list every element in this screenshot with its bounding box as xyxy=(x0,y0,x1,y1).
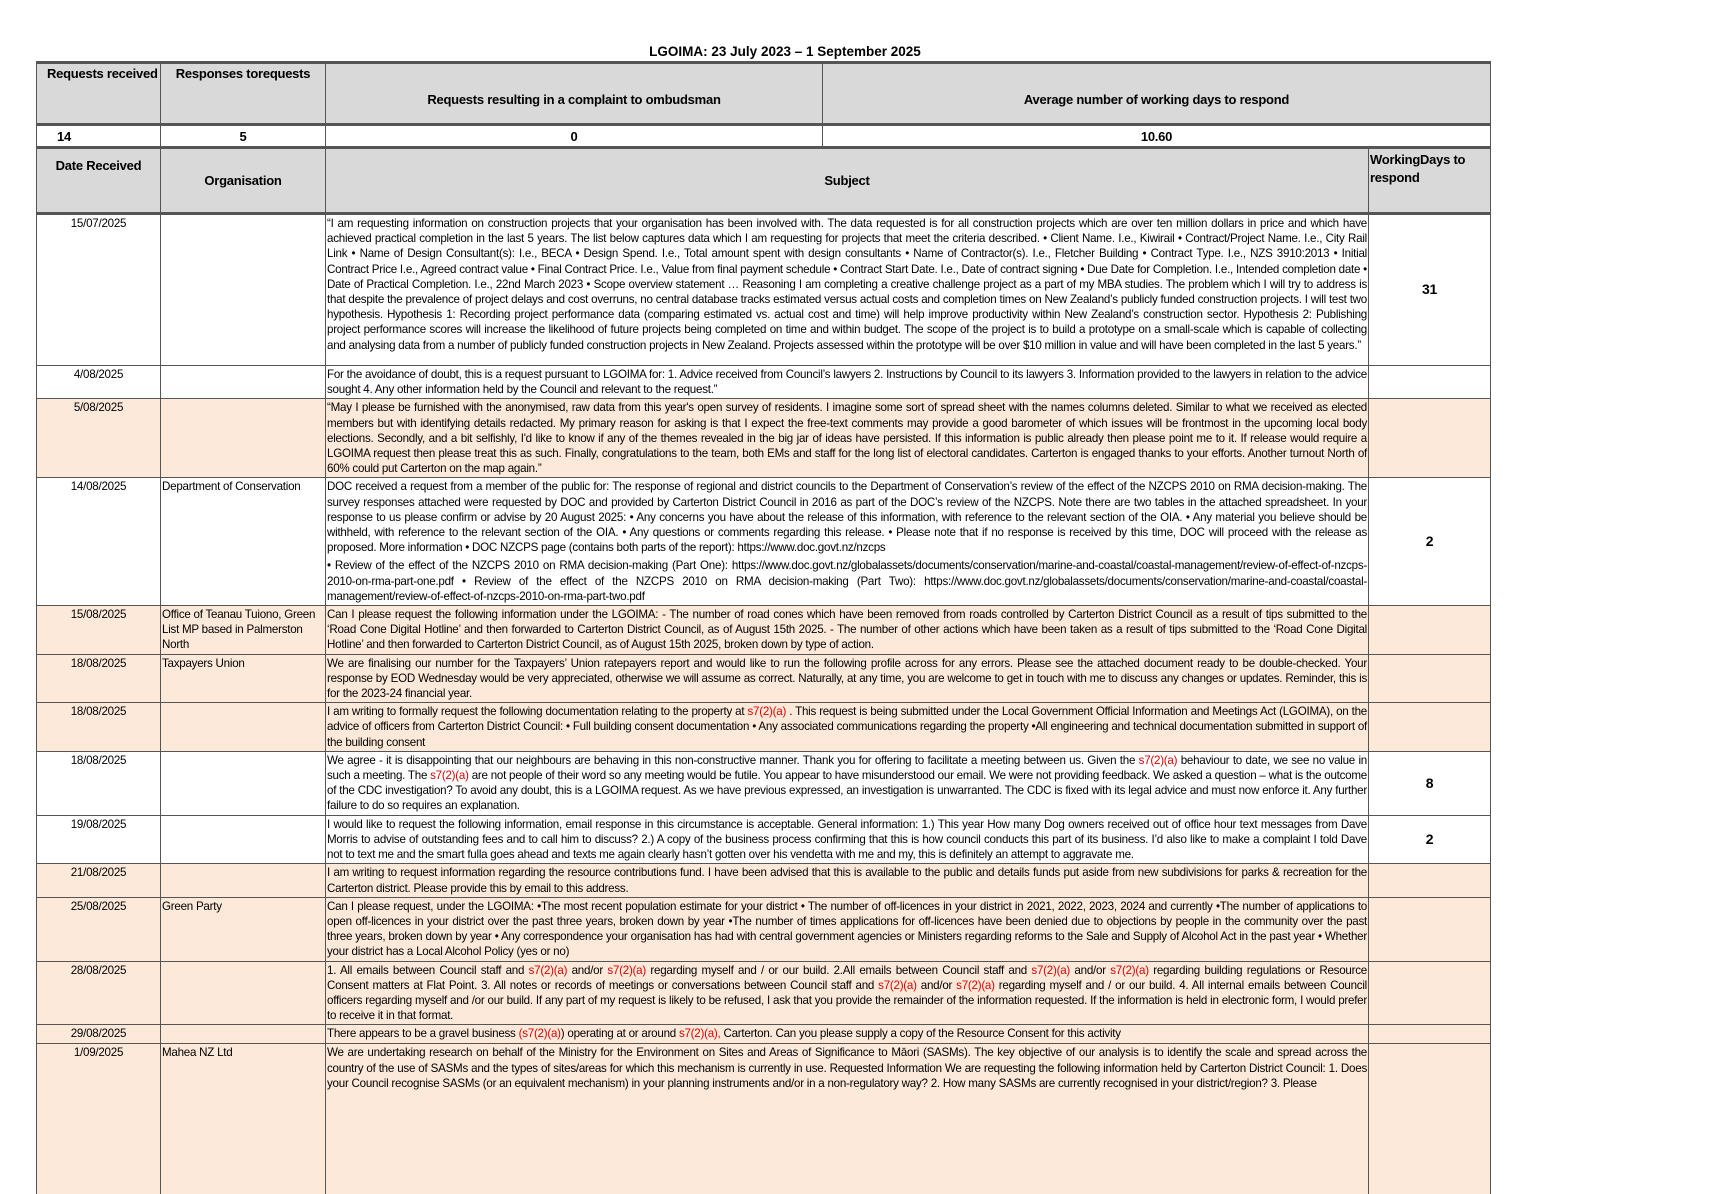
table-row xyxy=(37,478,1491,606)
date-received-cell: 18/08/2025 xyxy=(37,751,161,815)
subject-text: I am writing to request information regarding the resource contributions fund. I have been advised that this is available to the public and details funds put aside from new subdivisions for parks & recreation for the Carterton district. Please provide this by email to this address. xyxy=(327,866,1367,895)
subject-text: Can I please request the following information under the LGOIMA: - The number of road cones which have been removed from roads controlled by Carterton District Council as a result of tips submitted to the ‘Road Cone Digital Hotline’ and then forwarded to Carterton District Council, as of August 15th 2025. - The number of other actions which have been taken as a result of tips submitted to the ‘Road Cone Digital Hotline’ and then forwarded to Carterton District Council, as of August 15th 2025, broken down by type of action. xyxy=(327,608,1367,652)
subject-text: Carterton. Can you please supply a copy of the Resource Consent for this activity xyxy=(720,1027,1121,1041)
working-days-cell xyxy=(1369,1025,1491,1044)
subject-cell xyxy=(326,815,1369,864)
organisation-cell: Mahea NZ Ltd xyxy=(161,1044,326,1194)
redaction-marker: s7(2)(a) xyxy=(956,978,995,992)
subject-text: regarding building regulations or Resource Consent matters at Flat Point. 3. All notes or records of meetings or conversations between Council staff and xyxy=(327,963,1367,992)
redaction-marker: s7(2)(a) xyxy=(1031,963,1071,977)
subject-cell xyxy=(326,864,1369,897)
date-received-cell: 18/08/2025 xyxy=(37,654,161,703)
value-responses: 5 xyxy=(161,125,326,149)
subject-text: . This request is being submitted under the Local Government Official Information and Meetings Act (LGOIMA), on the advice of officers from Carterton District Council: • Full building consent documentation • Any associated communications regarding the property •All engineering and technical documentation submitted in support of the building consent xyxy=(327,705,1367,749)
working-days-cell xyxy=(1369,961,1491,1025)
subject-text: and/or xyxy=(1070,963,1111,977)
working-days-cell xyxy=(1369,366,1491,399)
header-organisation: Organisation xyxy=(161,148,326,214)
subject-text: There appears to be a gravel business xyxy=(327,1027,519,1041)
table-row xyxy=(37,961,1491,1025)
subject-text: I am writing to formally request the following documentation relating to the property at xyxy=(327,705,748,719)
date-received-cell: 21/08/2025 xyxy=(37,864,161,897)
summary-values-row xyxy=(37,125,1491,149)
working-days-cell xyxy=(1369,1044,1491,1194)
subject-text: We are undertaking research on behalf of the Ministry for the Environment on Sites and Areas of Significance to Māori (SASMs). The key objective of our analysis is to identify the scale and spread across the country of the use of SASMs and the types of sites/areas for which this mechanism is currently in use. Requested Information We are requesting the following information held by Carterton District Council: 1. Does your Council recognise SASMs (or an equivalent mechanism) in your planning instruments and/or in a non-regulatory way? 2. How many SASMs are currently recognised in your district/region? 3. Please xyxy=(327,1046,1367,1090)
subject-text: behaviour to date, we see no value in such a meeting. The xyxy=(327,753,1367,783)
subject-cell xyxy=(326,1025,1369,1044)
working-days-cell: 2 xyxy=(1369,815,1491,864)
redaction-marker: s7(2)(a) xyxy=(607,963,646,977)
redaction-marker: s7(2)(a), xyxy=(678,1027,721,1041)
redaction-marker: s7(2)(a) xyxy=(1110,963,1149,977)
subject-cell xyxy=(326,961,1369,1025)
organisation-cell xyxy=(161,399,326,478)
working-days-cell: 2 xyxy=(1369,478,1491,606)
requests-header-row xyxy=(37,148,1491,214)
value-requests-received: 14 xyxy=(37,125,161,149)
subject-text: “I am requesting information on construction projects that your organisation has been involved with. The data requested is for all construction projects which are over ten million dollars in price and which have achieved practical completion in the last 5 years. The list below captures data which I am requesting for projects that meet the criteria described. • Client Name. I.e., Kiwirail • Contract/Project Name. I.e., City Rail Link • Name of Design Consultant(s): I.e., BECA • Design Spend. I.e., Total amount spent with design consultants • Name of Contractor(s). I.e., Fletcher Building • Contract Type. I.e., NZS 3910:2013 • Initial Contract Price I.e., Agreed contract value • Final Contract Price. I.e., Value from final payment schedule • Contract Start Date. I.e., Date of contract signing • Due Date for Completion. I.e., Intended completion date • Date of Practical Completion. I.e., 22nd March 2023 • Scope overview statement … Reasoning I am completing a creative challenge project as a part of my MBA studies. The problem which I will try to address is that despite the prevalence of project delays and cost overruns, no central database tracks estimated versus actual costs and completion times on New Zealand’s publicly funded construction projects. I will test two hypothesis. Hypothesis 1: Recording project performance data (comparing estimated vs. actual cost and time) will help improve productivity within New Zealand’s construction sector. Hypothesis 2: Publishing project performance scores will increase the likelihood of future projects being completed on time and within budget. The scope of the project is to build a prototype on a small-scale which is capable of collecting and analysing data from a number of publicly funded construction projects in New Zealand. Projects assessed within the prototype will be over $10 million in value and will have been completed in the last 5 years.” xyxy=(327,217,1367,352)
subject-text: and/or xyxy=(916,978,957,992)
summary-table xyxy=(36,61,1491,149)
header-working-days: WorkingDays to respond xyxy=(1369,148,1491,214)
subject-text: Can I please request, under the LGOIMA: •The most recent population estimate for your district • The number of off-licences in your district in 2021, 2022, 2023, 2024 and currently •The number of applications to open off-licences in your district over the past three years, broken down by year •The number of times applications for off-licences have been denied due to objections by people in the community over the past three years, broken down by year • Any correspondence your organisation has had with central government agencies or Ministers regarding reforms to the Sale and Supply of Alcohol Act in the past year • Whether your district has a Local Alcohol Policy (yes or no) xyxy=(327,899,1367,959)
redaction-marker: s7(2)(a) xyxy=(528,963,568,977)
table-row xyxy=(37,214,1491,366)
table-row xyxy=(37,864,1491,897)
value-complaints: 0 xyxy=(326,125,823,149)
organisation-cell xyxy=(161,864,326,897)
subject-cell xyxy=(326,366,1369,399)
requests-table xyxy=(36,146,1491,1194)
value-average-days: 10.60 xyxy=(823,125,1491,149)
header-subject: Subject xyxy=(326,148,1369,214)
date-received-cell: 25/08/2025 xyxy=(37,897,161,961)
working-days-cell xyxy=(1369,703,1491,752)
subject-text: and/or xyxy=(567,963,608,977)
working-days-cell xyxy=(1369,864,1491,897)
table-row xyxy=(37,654,1491,703)
subject-text: I would like to request the following information, email response in this circumstance is acceptable. General information: 1.) This year How many Dog owners received out of office hour text messages from Dave Morris to advise of outstanding fees and to call him to discuss? 2.) A copy of the business process confirming that this is how council conducts this part of its business. I’d also like to make a complaint I told Dave not to text me and the smart fulla goes ahead and texts me again clearly hasn’t gotten over his vendetta with me and my, this is definitely an attempt to aggravate me. xyxy=(327,817,1367,862)
date-received-cell: 18/08/2025 xyxy=(37,703,161,752)
organisation-cell xyxy=(161,214,326,366)
subject-text: • Review of the effect of the NZCPS 2010 on RMA decision-making (Part One): https://www.doc.govt.nz/globalassets/documents/conservation/marine-and-coastal/coastal-management/review-of-effect-of-nzcps-2010-on-rma-part-one.pdf • Review of the effect of the NZCPS 2010 on RMA decision-making (Part Two): https://www.doc.govt.nz/globalassets/documents/conservation/marine-and-coastal/coastal-management/review-of-effect-of-nzcps-2010-on-rma-part-two.pdf xyxy=(327,559,1367,603)
working-days-cell xyxy=(1369,399,1491,478)
document-title: LGOIMA: 23 July 2023 – 1 September 2025 xyxy=(649,44,921,59)
summary-header-row xyxy=(37,63,1491,125)
header-date-received: Date Received xyxy=(37,148,161,214)
date-received-cell: 28/08/2025 xyxy=(37,961,161,1025)
subject-text: are not people of their word so any meeting would be futile. You appear to have misunderstood our email. We were not providing feedback. We asked a question – what is the outcome of the CDC investigation? To avoid any doubt, this is a LGOIMA request. As we have previous expressed, an investigation is unwarranted. The CDC is fixed with its legal advice and must now enforce it. Any further failure to do so requires an explanation. xyxy=(327,769,1367,813)
redaction-marker: s7(2)(a) xyxy=(747,705,787,719)
subject-text: regarding myself and / or our build. 2.All emails between Council staff and xyxy=(645,963,1032,977)
subject-cell xyxy=(326,478,1369,606)
table-row xyxy=(37,703,1491,752)
subject-cell xyxy=(326,751,1369,815)
working-days-cell: 31 xyxy=(1369,214,1491,366)
table-row xyxy=(37,399,1491,478)
date-received-cell: 14/08/2025 xyxy=(37,478,161,606)
date-received-cell: 29/08/2025 xyxy=(37,1025,161,1044)
header-average-days: Average number of working days to respond xyxy=(823,63,1491,125)
redaction-marker: s7(2)(a) xyxy=(430,769,469,783)
organisation-cell xyxy=(161,815,326,864)
table-row xyxy=(37,366,1491,399)
table-row xyxy=(37,815,1491,864)
subject-text: For the avoidance of doubt, this is a request pursuant to LGOIMA for: 1. Advice received from Council’s lawyers 2. Instructions by Council to its lawyers 3. Information provided to the lawyers in relation to the advice sought 4. Any other information held by the Council and relevant to the request.” xyxy=(327,368,1367,397)
subject-cell xyxy=(326,703,1369,752)
redaction-marker: (s7(2)(a) xyxy=(518,1027,561,1041)
redaction-marker: s7(2)(a) xyxy=(878,978,917,992)
redaction-marker: s7(2)(a) xyxy=(1138,753,1178,767)
table-row xyxy=(37,1025,1491,1044)
subject-text: regarding myself and / or our build. 4. All internal emails between Council officers regarding myself and /or our build. If any part of my request is likely to be refused, I ask that you provide the remainder of the information requested. If the information is held in electronic form, I would prefer to receive it in that format. xyxy=(327,978,1367,1023)
header-complaints: Requests resulting in a complaint to ombudsman xyxy=(326,63,823,125)
organisation-cell xyxy=(161,751,326,815)
subject-cell xyxy=(326,606,1369,655)
organisation-cell: Green Party xyxy=(161,897,326,961)
date-received-cell: 15/08/2025 xyxy=(37,606,161,655)
working-days-cell xyxy=(1369,606,1491,655)
subject-cell xyxy=(326,1044,1369,1194)
subject-cell xyxy=(326,399,1369,478)
working-days-cell xyxy=(1369,897,1491,961)
subject-text: ) operating at or around xyxy=(560,1027,679,1041)
organisation-cell: Taxpayers Union xyxy=(161,654,326,703)
working-days-cell xyxy=(1369,654,1491,703)
subject-cell xyxy=(326,214,1369,366)
organisation-cell xyxy=(161,703,326,752)
subject-text: We agree - it is disappointing that our neighbours are behaving in this non-constructive manner. Thank you for offering to facilitate a meeting between us. Given the xyxy=(327,753,1139,767)
working-days-cell: 8 xyxy=(1369,751,1491,815)
date-received-cell: 4/08/2025 xyxy=(37,366,161,399)
table-row xyxy=(37,1044,1491,1194)
organisation-cell xyxy=(161,1025,326,1044)
organisation-cell xyxy=(161,366,326,399)
date-received-cell: 1/09/2025 xyxy=(37,1044,161,1194)
organisation-cell: Office of Teanau Tuiono, Green List MP based in Palmerston North xyxy=(161,606,326,655)
subject-text: DOC received a request from a member of the public for: The response of regional and district councils to the Department of Conservation’s review of the effect of the NZCPS 2010 on RMA decision-making. The survey responses attached were requested by DOC and provided by Carterton District Council in 2016 as part of the DOC’s review of the NZCPS. Note there are two tables in the attached spreadsheet. In your response to us please confirm or advise by 20 August 2025: • Any concerns you have about the release of this information, with reference to the relevant section of the OIA. • Any material you believe should be withheld, with reference to the relevant section of the OIA. • Any questions or comments regarding this release. • Please note that if no response is received by this time, DOC will proceed with the release as proposed. More information • DOC NZCPS page (contains both parts of the report): https://www.doc.govt.nz/nzcps xyxy=(327,480,1367,555)
subject-text: “May I please be furnished with the anonymised, raw data from this year's open survey of residents. I imagine some sort of spread sheet with the names columns deleted. Similar to what we received as elected members but with identifying details redacted. My primary reason for asking is that I expect the free-text comments may provide a good barometer of which issues will be frontmost in the upcoming local body elections. Secondly, and a bit selfishly, I'd like to know if any of the themes revealed in the big jar of ideas have persisted. If this information is public already then please point me to it. If release would require a LGOIMA request then please treat this as such. Finally, congratulations to the team, both EMs and staff for the long list of electoral candidates. Carterton is engaged thanks to your efforts. Another turnout North of 60% could put Carterton on the map again.” xyxy=(327,401,1367,476)
organisation-cell: Department of Conservation xyxy=(161,478,326,606)
date-received-cell: 5/08/2025 xyxy=(37,399,161,478)
header-requests-received: Requests received xyxy=(37,63,161,125)
table-row xyxy=(37,751,1491,815)
organisation-cell xyxy=(161,961,326,1025)
header-responses: Responses torequests xyxy=(161,63,326,125)
table-row xyxy=(37,606,1491,655)
date-received-cell: 19/08/2025 xyxy=(37,815,161,864)
date-received-cell: 15/07/2025 xyxy=(37,214,161,366)
subject-text: We are finalising our number for the Taxpayers’ Union ratepayers report and would like to run the following profile across for any errors. Please see the attached document ready to be double-checked. Your response by EOD Wednesday would be very appreciated, otherwise we will assume as correct. Naturally, at any time, you are welcome to get in touch with me to discuss any changes or updates. Reminder, this is for the 2023-24 financial year. xyxy=(327,656,1367,701)
table-row xyxy=(37,897,1491,961)
subject-cell xyxy=(326,897,1369,961)
paragraph-break xyxy=(327,555,1367,558)
subject-cell xyxy=(326,654,1369,703)
subject-text: 1. All emails between Council staff and xyxy=(327,963,529,977)
